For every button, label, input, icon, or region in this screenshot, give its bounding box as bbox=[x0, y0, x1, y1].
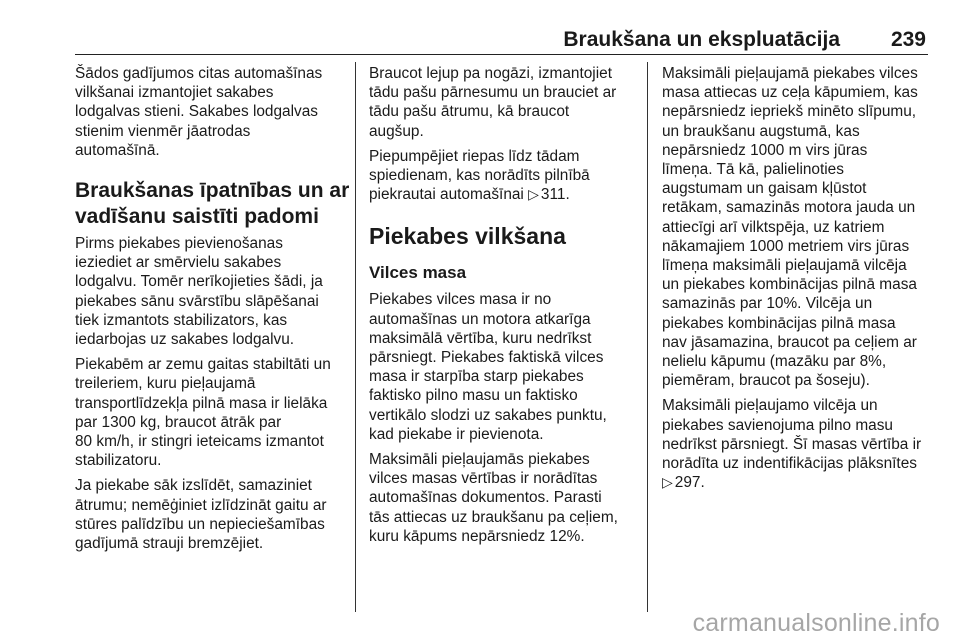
section-heading: Braukšanas īpatnības un ar vadīšanu saistīti padomi bbox=[75, 179, 350, 229]
page-title: Braukšana un ekspluatācija bbox=[563, 28, 840, 51]
paragraph: Maksimāli pieļaujamā piekabes vilces masa attiecas uz ceļa kāpumiem, kas nepārsniedz iepriekš minēto slīpumu, un braukšanu augstumā, kas nepārsniedz 1000 m virs jūras līmeņa. Tā kā, palielinoties augstumam un gaisam kļūstot retākam, samazinās motora jauda un attiecīgi arī vilktspēja, uz katriem nākamajiem 1000 metriem virs jūras līmeņa maksimāli pieļaujamā vilcēja un piekabes kombinācijas pilnā masa samazinās par 10%. Vilcēja un piekabes kombinācijas pilnā masa nav jāsamazina, braucot pa ceļiem ar nelielu kāpumu (mazāku par 8%, piemēram, braucot pa šoseju). bbox=[662, 65, 918, 390]
subsection-heading: Vilces masa bbox=[369, 263, 467, 283]
paragraph: Maksimāli pieļaujamo vilcēja un piekabes savienojuma pilno masu nedrīkst pārsniegt. Šī masas vērtība ir norādīta uz indentifikācijas plāksnītes ▷ 297. bbox=[662, 397, 922, 492]
paragraph: Ja piekabe sāk izslīdēt, samaziniet ātrumu; nemēģiniet izlīdzināt gaitu ar stūres palīdzību un nepieciešamības gadījumā strauji bremzējiet. bbox=[75, 477, 327, 553]
paragraph: Pirms piekabes pievienošanas ieziediet ar smērvielu sakabes lodgalvu. Tomēr nerīkojieties šādi, ja piekabes sānu svārstību slāpēšanai tiek izmantots stabilizators, kas iedarbojas uz sakabes lodgalvu. bbox=[75, 235, 323, 349]
section-heading: Piekabes vilkšana bbox=[369, 223, 566, 250]
paragraph: Maksimāli pieļaujamās piekabes vilces masas vērtības ir norādītas automašīnas dokumentos. Parasti tās attiecas uz braukšanu pa ceļiem, kuru kāpums nepārsniedz 12%. bbox=[369, 451, 618, 545]
arrow-reference-icon: ▷ bbox=[528, 186, 539, 203]
paragraph: Šādos gadījumos citas automašīnas vilkšanai izmantojiet sakabes lodgalvas stieni. Sakabes lodgalvas stienim vienmēr jāatrodas automašīnā. bbox=[75, 65, 323, 159]
column-divider-2 bbox=[647, 62, 648, 612]
page-reference-link[interactable]: 311. bbox=[540, 186, 570, 204]
paragraph: Piekabēm ar zemu gaitas stabiltāti un treileriem, kuru pieļaujamā transportlīdzekļa pilnā masa ir lielāka par 1300 kg, braucot ātrāk par 80 km/h, ir stingri ieteicams izmantot stabilizatoru. bbox=[75, 356, 331, 470]
paragraph: Braucot lejup pa nogāzi, izmantojiet tādu pašu pārnesumu un brauciet ar tādu pašu ātrumu, kā braucot augšup. bbox=[369, 65, 617, 140]
page-number: 239 bbox=[890, 28, 926, 51]
column-divider-1 bbox=[355, 62, 356, 612]
column-1 bbox=[75, 64, 350, 559]
page-header bbox=[75, 28, 928, 55]
paragraph: Piekabes vilces masa ir no automašīnas un motora atkarīga maksimālā vērtība, kuru nedrīkst pārsniegt. Piekabes faktiskā vilces masa ir starpība starp piekabes faktisko pilno masu un faktisko vertikālo slodzi uz sakabes punktu, kad piekabe ir pievienota. bbox=[369, 291, 607, 443]
column-3 bbox=[662, 64, 930, 498]
page-reference-link[interactable]: 297. bbox=[674, 474, 705, 492]
watermark: carmanualsonline.info bbox=[692, 609, 940, 637]
column-2 bbox=[369, 64, 641, 552]
paragraph: Piepumpējiet riepas līdz tādam spiedienam, kas norādīts pilnībā piekrautai automašīnai ▷ 311. bbox=[369, 147, 590, 204]
arrow-reference-icon: ▷ bbox=[662, 474, 673, 491]
